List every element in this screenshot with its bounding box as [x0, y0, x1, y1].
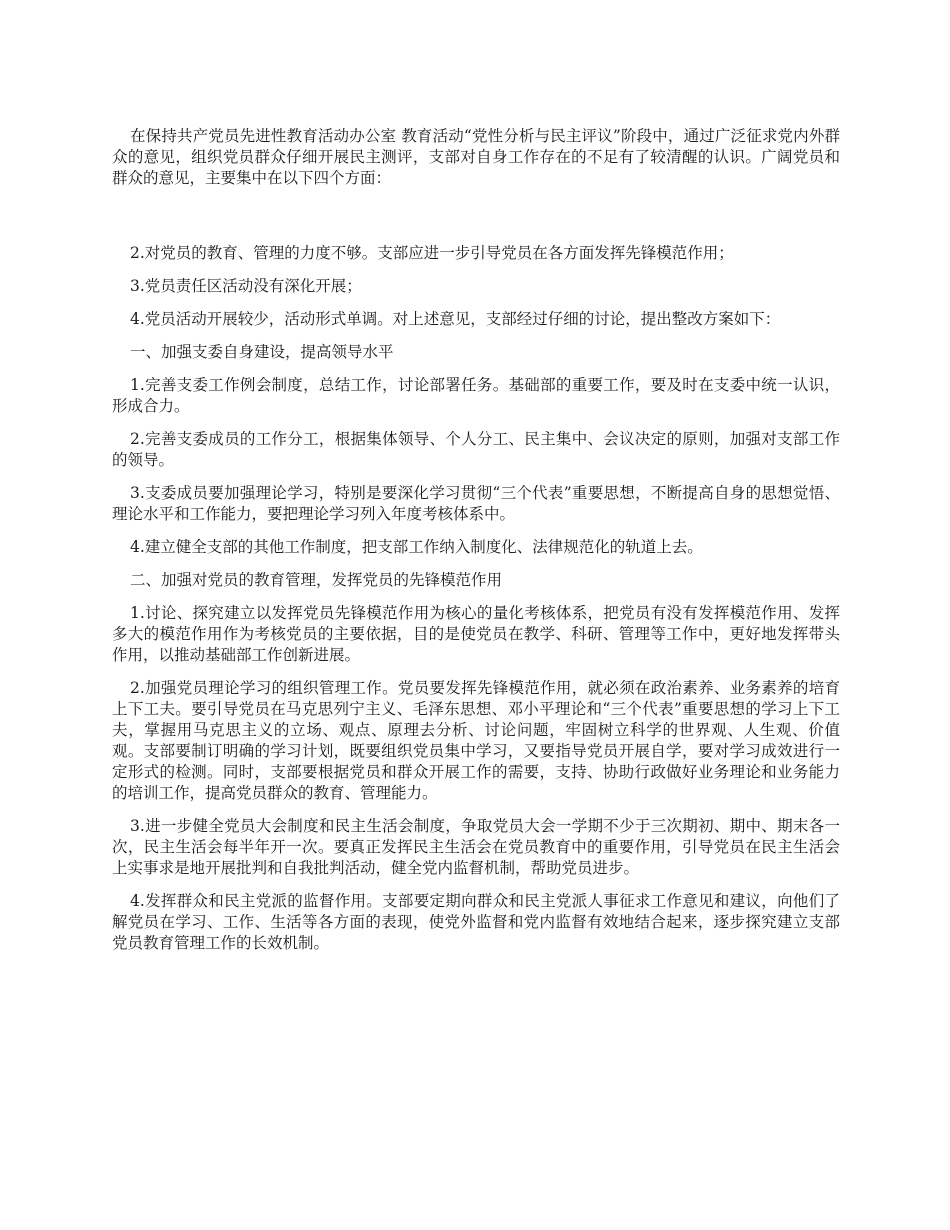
- section2-item-2: 2.加强党员理论学习的组织管理工作。党员要发挥先锋模范作用，就必须在政治素养、业务素养的培育上下工夫。要引导党员在马克思列宁主义、毛泽东思想、邓小平理论和“三个代表”重要思想的学习上下工夫，掌握用马克思主义的立场、观点、原理去分析、讨论问题，牢固树立科学的世界观、人生观、价值观。支部要制订明确的学习计划，既要组织党员集中学习，又要指导党员开展自学，要对学习成效进行一定形式的检测。同时，支部要根据党员和群众开展工作的需要，支持、协助行政做好业务理论和业务能力的培训工作，提高党员群众的教育、管理能力。: [112, 679, 840, 802]
- section2-item-3: 3.进一步健全党员大会制度和民主生活会制度，争取党员大会一学期不少于三次期初、期中、期末各一次，民主生活会每半年开一次。要真正发挥民主生活会在党员教育中的重要作用，引导党员在民主生活会上实事求是地开展批判和自我批判活动，健全党内监督机制，帮助党员进步。: [112, 817, 840, 877]
- intro-paragraph: 在保持共产党员先进性教育活动办公室 教育活动“党性分析与民主评议”阶段中，通过广泛征求党内外群众的意见，组织党员群众仔细开展民主测评，支部对自身工作存在的不足有了较清醒的认识。广阔党员和群众的意见，主要集中在以下四个方面：: [112, 127, 840, 187]
- section1-item-3: 3.支委成员要加强理论学习，特别是要深化学习贯彻“三个代表”重要思想，不断提高自身的思想觉悟、理论水平和工作能力，要把理论学习列入年度考核体系中。: [112, 484, 840, 523]
- section-heading-1: 一、加强支委自身建设，提高领导水平: [130, 343, 394, 361]
- section2-item-1: 1.讨论、探究建立以发挥党员先锋模范作用为核心的量化考核体系，把党员有没有发挥模范作用、发挥多大的模范作用作为考核党员的主要依据，目的是使党员在教学、科研、管理等工作中，更好地发挥带头作用，以推动基础部工作创新进展。: [112, 604, 840, 664]
- opinion-item-2: 2.对党员的教育、管理的力度不够。支部应进一步引导党员在各方面发挥先锋模范作用；: [130, 244, 734, 262]
- opinion-item-4: 4.党员活动开展较少，活动形式单调。对上述意见，支部经过仔细的讨论，提出整改方案如下：: [130, 310, 781, 328]
- section1-item-4: 4.建立健全支部的其他工作制度，把支部工作纳入制度化、法律规范化的轨道上去。: [130, 538, 703, 556]
- section2-item-4: 4.发挥群众和民主党派的监督作用。支部要定期向群众和民主党派人事征求工作意见和建议，向他们了解党员在学习、工作、生活等各方面的表现，使党外监督和党内监督有效地结合起来，逐步探究建立支部党员教育管理工作的长效机制。: [112, 892, 840, 952]
- opinion-item-3: 3.党员责任区活动没有深化开展；: [130, 277, 362, 295]
- section1-item-1: 1.完善支委工作例会制度，总结工作，讨论部署任务。基础部的重要工作，要及时在支委中统一认识，形成合力。: [112, 376, 840, 415]
- section1-item-2: 2.完善支委成员的工作分工，根据集体领导、个人分工、民主集中、会议决定的原则，加强对支部工作的领导。: [112, 430, 840, 469]
- section-heading-2: 二、加强对党员的教育管理，发挥党员的先锋模范作用: [130, 571, 503, 589]
- document-body: [112, 126, 840, 966]
